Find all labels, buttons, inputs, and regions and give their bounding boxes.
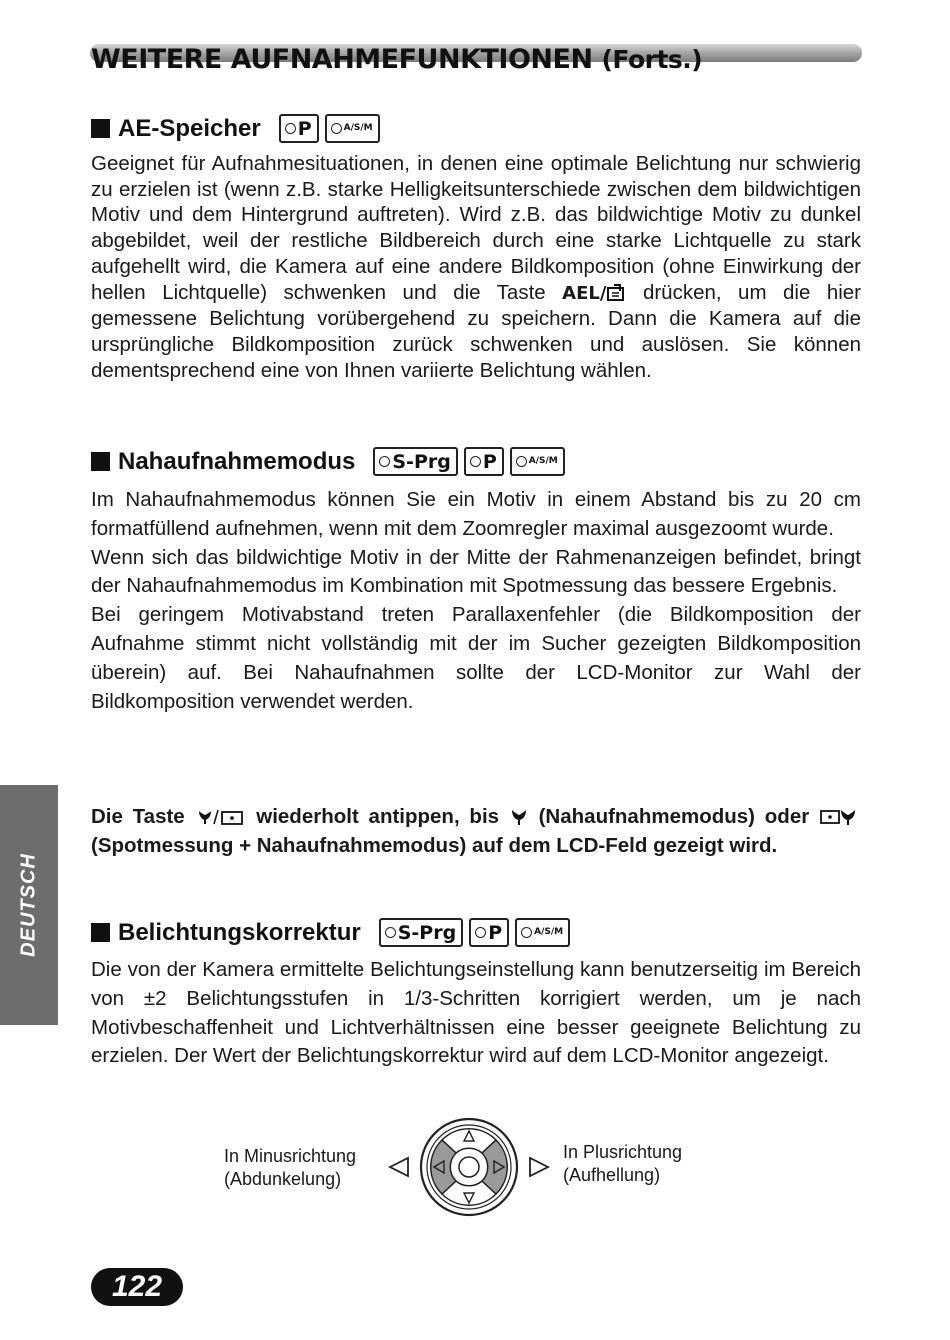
spot-macro-icon — [819, 806, 861, 826]
ae-lock-text-1: Geeignet für Aufnahmesituationen, in denen eine optimale Belichtung nur schwierig zu erzielen ist (wenn z.B. starke Helligkeitsunterschiede zwischen dem bildwichtigen Motiv und dem Hintergrund auftreten). Wird z.B. das bildwichtige Motiv zu dunkel abgebildet, weil der restliche Bildbereich durch eine starke Lichtquelle zu stark aufgehellt wird, die Kamera auf eine andere Bildkomposition (ohne Einwirkung der hellen Lichtquelle) schwenken und die Taste — [91, 152, 861, 304]
macro-paragraph-3: Bei geringem Motivabstand treten Parallaxenfehler (die Bildkomposition der Aufnahme stimmt nicht vollständig mit der im Sucher gezeigten Bildkomposition überein) auf. Bei Nahaufnahmen sollte der LCD-Monitor zur Wahl der Bildkomposition verwendet werden. — [91, 603, 861, 713]
section-heading-label: AE-Speicher — [118, 114, 261, 142]
minus-direction-line-1: In Minusrichtung — [224, 1146, 357, 1166]
square-bullet-icon — [91, 119, 110, 138]
plus-direction-line-1: In Plusrichtung — [563, 1142, 683, 1162]
section-heading-ae-lock — [91, 114, 380, 143]
section-heading-exposure-compensation — [91, 918, 570, 947]
macro-paragraph-2: Wenn sich das bildwichtige Motiv in der Mitte der Rahmenanzeigen befindet, bringt der Nahaufnahmemodus im Kombination mit Spotmessung das bessere Ergebnis. — [91, 545, 861, 598]
exposure-compensation-paragraph — [91, 956, 861, 1071]
ae-lock-paragraph — [91, 151, 861, 383]
ael-button-label: AEL/ — [562, 282, 607, 304]
macro-instruction — [91, 803, 861, 861]
protect-key-icon — [606, 282, 626, 302]
instruction-text: Die Taste — [91, 805, 185, 828]
mode-badge-s-prg: S-Prg — [379, 918, 463, 947]
mode-badge-asm: A/S/M — [510, 447, 565, 476]
minus-direction-line-2: (Abdunkelung) — [224, 1169, 342, 1189]
macro-paragraph-1: Im Nahaufnahmemodus können Sie ein Motiv in einem Abstand bis zu 20 cm formatfüllend aufnehmen, wenn mit dem Zoomregler maximal ausgezoomt wurde. — [91, 488, 861, 540]
instruction-text: wiederholt antippen, bis — [256, 805, 500, 828]
macro-flower-icon — [509, 806, 529, 826]
mode-badge-p: P — [464, 447, 504, 476]
mode-badge-asm: A/S/M — [515, 918, 570, 947]
left-arrow-icon — [390, 1158, 408, 1176]
exposure-compensation-text: Die von der Kamera ermittelte Belichtungseinstellung kann benutzerseitig im Bereich von ±2 Belichtungsstufen in 1/3-Schritten korrigiert werden, um je nach Motivbeschaffenheit und Lichtverhältnissen eine besser geeignete Belichtung zu erzielen. Der Wert der Belichtungskorrektur wird auf dem LCD-Monitor angezeigt. — [91, 958, 861, 1068]
page-number: 122 — [111, 1270, 163, 1303]
page-title-main: WEITERE AUFNAHMEFUNKTIONEN — [91, 44, 593, 75]
mode-badge-p: P — [469, 918, 509, 947]
ae-lock-text-2: drücken, um die hier gemessene Belichtung vorübergehend zu speichern. Dann die Kamera auf die ursprüngliche Bildkomposition zurück schwenken und auslösen. Sie können dementsprechend eine von Ihnen variierte Belichtung wählen. — [91, 280, 862, 382]
mode-badges — [279, 114, 380, 143]
square-bullet-icon — [91, 452, 110, 471]
plus-direction-label — [563, 1141, 682, 1187]
instruction-text: (Nahaufnahmemodus) oder — [538, 805, 810, 828]
language-side-tab-label: DEUTSCH — [17, 853, 40, 957]
mode-badges — [373, 447, 564, 476]
instruction-text: (Spotmessung + Nahaufnahmemodus) auf dem LCD-Feld gezeigt wird. — [91, 833, 778, 857]
square-bullet-icon — [91, 923, 110, 942]
page-title — [91, 44, 702, 75]
section-heading-label: Nahaufnahmemodus — [118, 447, 356, 475]
mode-badge-p: P — [279, 114, 319, 143]
minus-direction-label — [224, 1145, 356, 1191]
arrow-pad-diagram — [384, 1115, 554, 1219]
page-title-suffix: (Forts.) — [601, 45, 703, 74]
center-button-icon — [459, 1157, 479, 1177]
macro-spot-button-icon — [194, 806, 246, 826]
mode-badge-asm: A/S/M — [325, 114, 380, 143]
section-heading-macro — [91, 447, 565, 476]
macro-paragraphs — [91, 486, 861, 716]
plus-direction-line-2: (Aufhellung) — [563, 1165, 661, 1185]
mode-badge-s-prg: S-Prg — [373, 447, 457, 476]
section-heading-label: Belichtungskorrektur — [118, 918, 361, 946]
right-arrow-icon — [530, 1158, 548, 1176]
mode-badges — [379, 918, 570, 947]
